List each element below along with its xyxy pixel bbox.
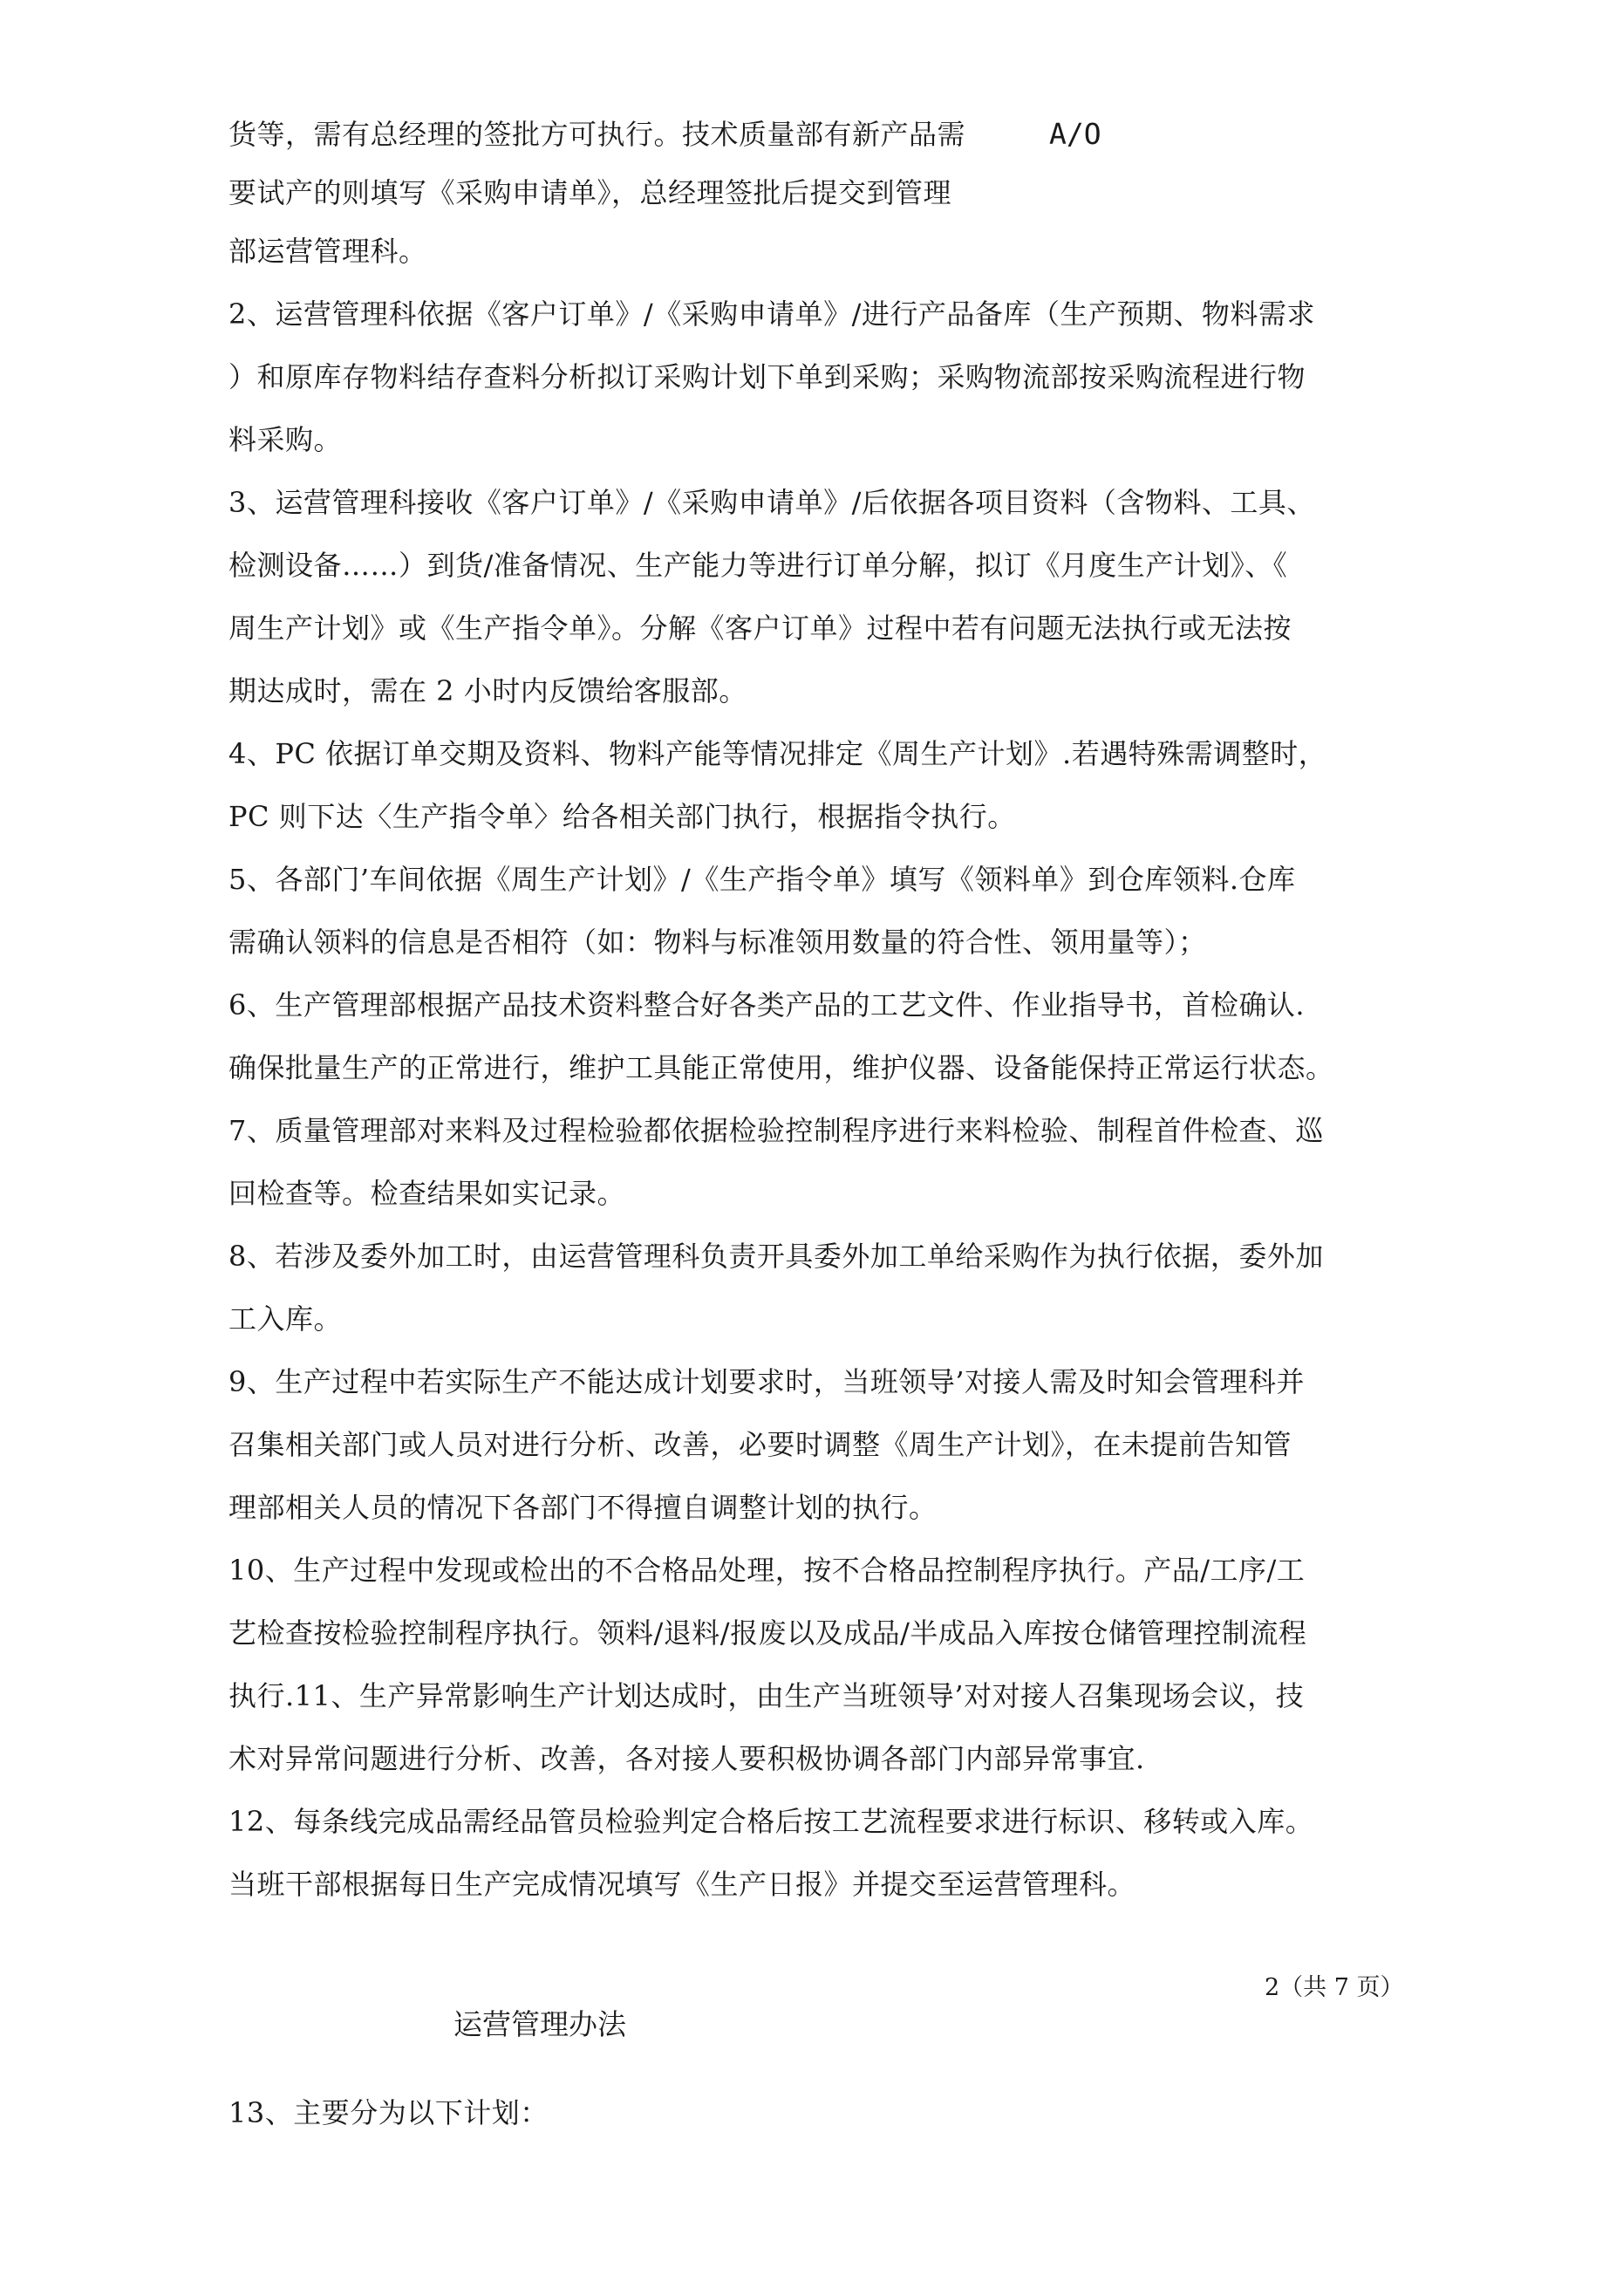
text-line: 5、各部门’车间依据《周生产计划》/《生产指令单》填写《领料单》到仓库领料.仓库: [228, 863, 1296, 896]
text-line: 7、质量管理部对来料及过程检验都依据检验控制程序进行来料检验、制程首件检查、巡: [228, 1114, 1324, 1147]
text-line: 周生产计划》或《生产指令单》。分解《客户订单》过程中若有问题无法执行或无法按: [228, 612, 1292, 645]
section-title: 运营管理办法: [453, 2007, 626, 2041]
text-line: 10、生产过程中发现或检出的不合格品处理，按不合格品控制程序执行。产品/工序/工: [228, 1554, 1306, 1587]
text-line: 确保批量生产的正常进行，维护工具能正常使用，维护仪器、设备能保持正常运行状态。: [228, 1051, 1334, 1084]
text-line: 8、若涉及委外加工时，由运营管理科负责开具委外加工单给采购作为执行依据，委外加: [228, 1240, 1324, 1273]
text-line: 9、生产过程中若实际生产不能达成计划要求时，当班领导’对接人需及时知会管理科并: [228, 1365, 1306, 1398]
text-line: ）和原库存物料结存查料分析拟订采购计划下单到采购；采购物流部按采购流程进行物: [228, 360, 1306, 393]
text-line: PC 则下达〈生产指令单〉给各相关部门执行，根据指令执行。: [228, 800, 1016, 833]
text-line: 部运营管理科。: [228, 235, 427, 268]
text-line: 工入库。: [228, 1302, 343, 1336]
text-line: 2、运营管理科依据《客户订单》/《采购申请单》/进行产品备库（生产预期、物料需求: [228, 297, 1315, 331]
text-line: 料采购。: [228, 423, 343, 456]
text-line: 回检查等。检查结果如实记录。: [228, 1177, 626, 1210]
text-line: 理部相关人员的情况下各部门不得擅自调整计划的执行。: [228, 1491, 938, 1524]
text-line: 12、每条线完成品需经品管员检验判定合格后按工艺流程要求进行标识、移转或入库。: [228, 1805, 1314, 1838]
text-line: 货等，需有总经理的签批方可执行。技术质量部有新产品需: [228, 118, 966, 151]
text-line: 艺检查按检验控制程序执行。领料/退料/报废以及成品/半成品入库按仓储管理控制流程: [228, 1616, 1307, 1650]
text-line: 召集相关部门或人员对进行分析、改善，必要时调整《周生产计划》，在未提前告知管: [228, 1428, 1292, 1461]
side-note: A/O: [1049, 117, 1101, 151]
text-line: 执行.11、生产异常影响生产计划达成时，由生产当班领导’对对接人召集现场会议，技: [228, 1679, 1305, 1712]
text-line: 当班干部根据每日生产完成情况填写《生产日报》并提交至运营管理科。: [228, 1868, 1136, 1901]
text-line: 需确认领料的信息是否相符（如：物料与标准领用数量的符合性、领用量等）；: [228, 926, 1207, 959]
text-line: 13、主要分为以下计划：: [228, 2096, 549, 2129]
text-line: 6、生产管理部根据产品技术资料整合好各类产品的工艺文件、作业指导书，首检确认.: [228, 988, 1306, 1022]
text-line: 术对异常问题进行分析、改善，各对接人要积极协调各部门内部异常事宜.: [228, 1742, 1145, 1775]
page-number: 2（共 7 页）: [1265, 1974, 1404, 2001]
text-line: 期达成时，需在 2 小时内反馈给客服部。: [228, 674, 747, 707]
text-line: 要试产的则填写《采购申请单》，总经理签批后提交到管理: [228, 176, 952, 209]
text-line: 检测设备……）到货/准备情况、生产能力等进行订单分解，拟订《月度生产计划》、《: [228, 549, 1288, 582]
text-line: 4、PC 依据订单交期及资料、物料产能等情况排定《周生产计划》.若遇特殊需调整时，: [228, 737, 1327, 770]
text-line: 3、运营管理科接收《客户订单》/《采购申请单》/后依据各项目资料（含物料、工具、: [228, 486, 1315, 519]
